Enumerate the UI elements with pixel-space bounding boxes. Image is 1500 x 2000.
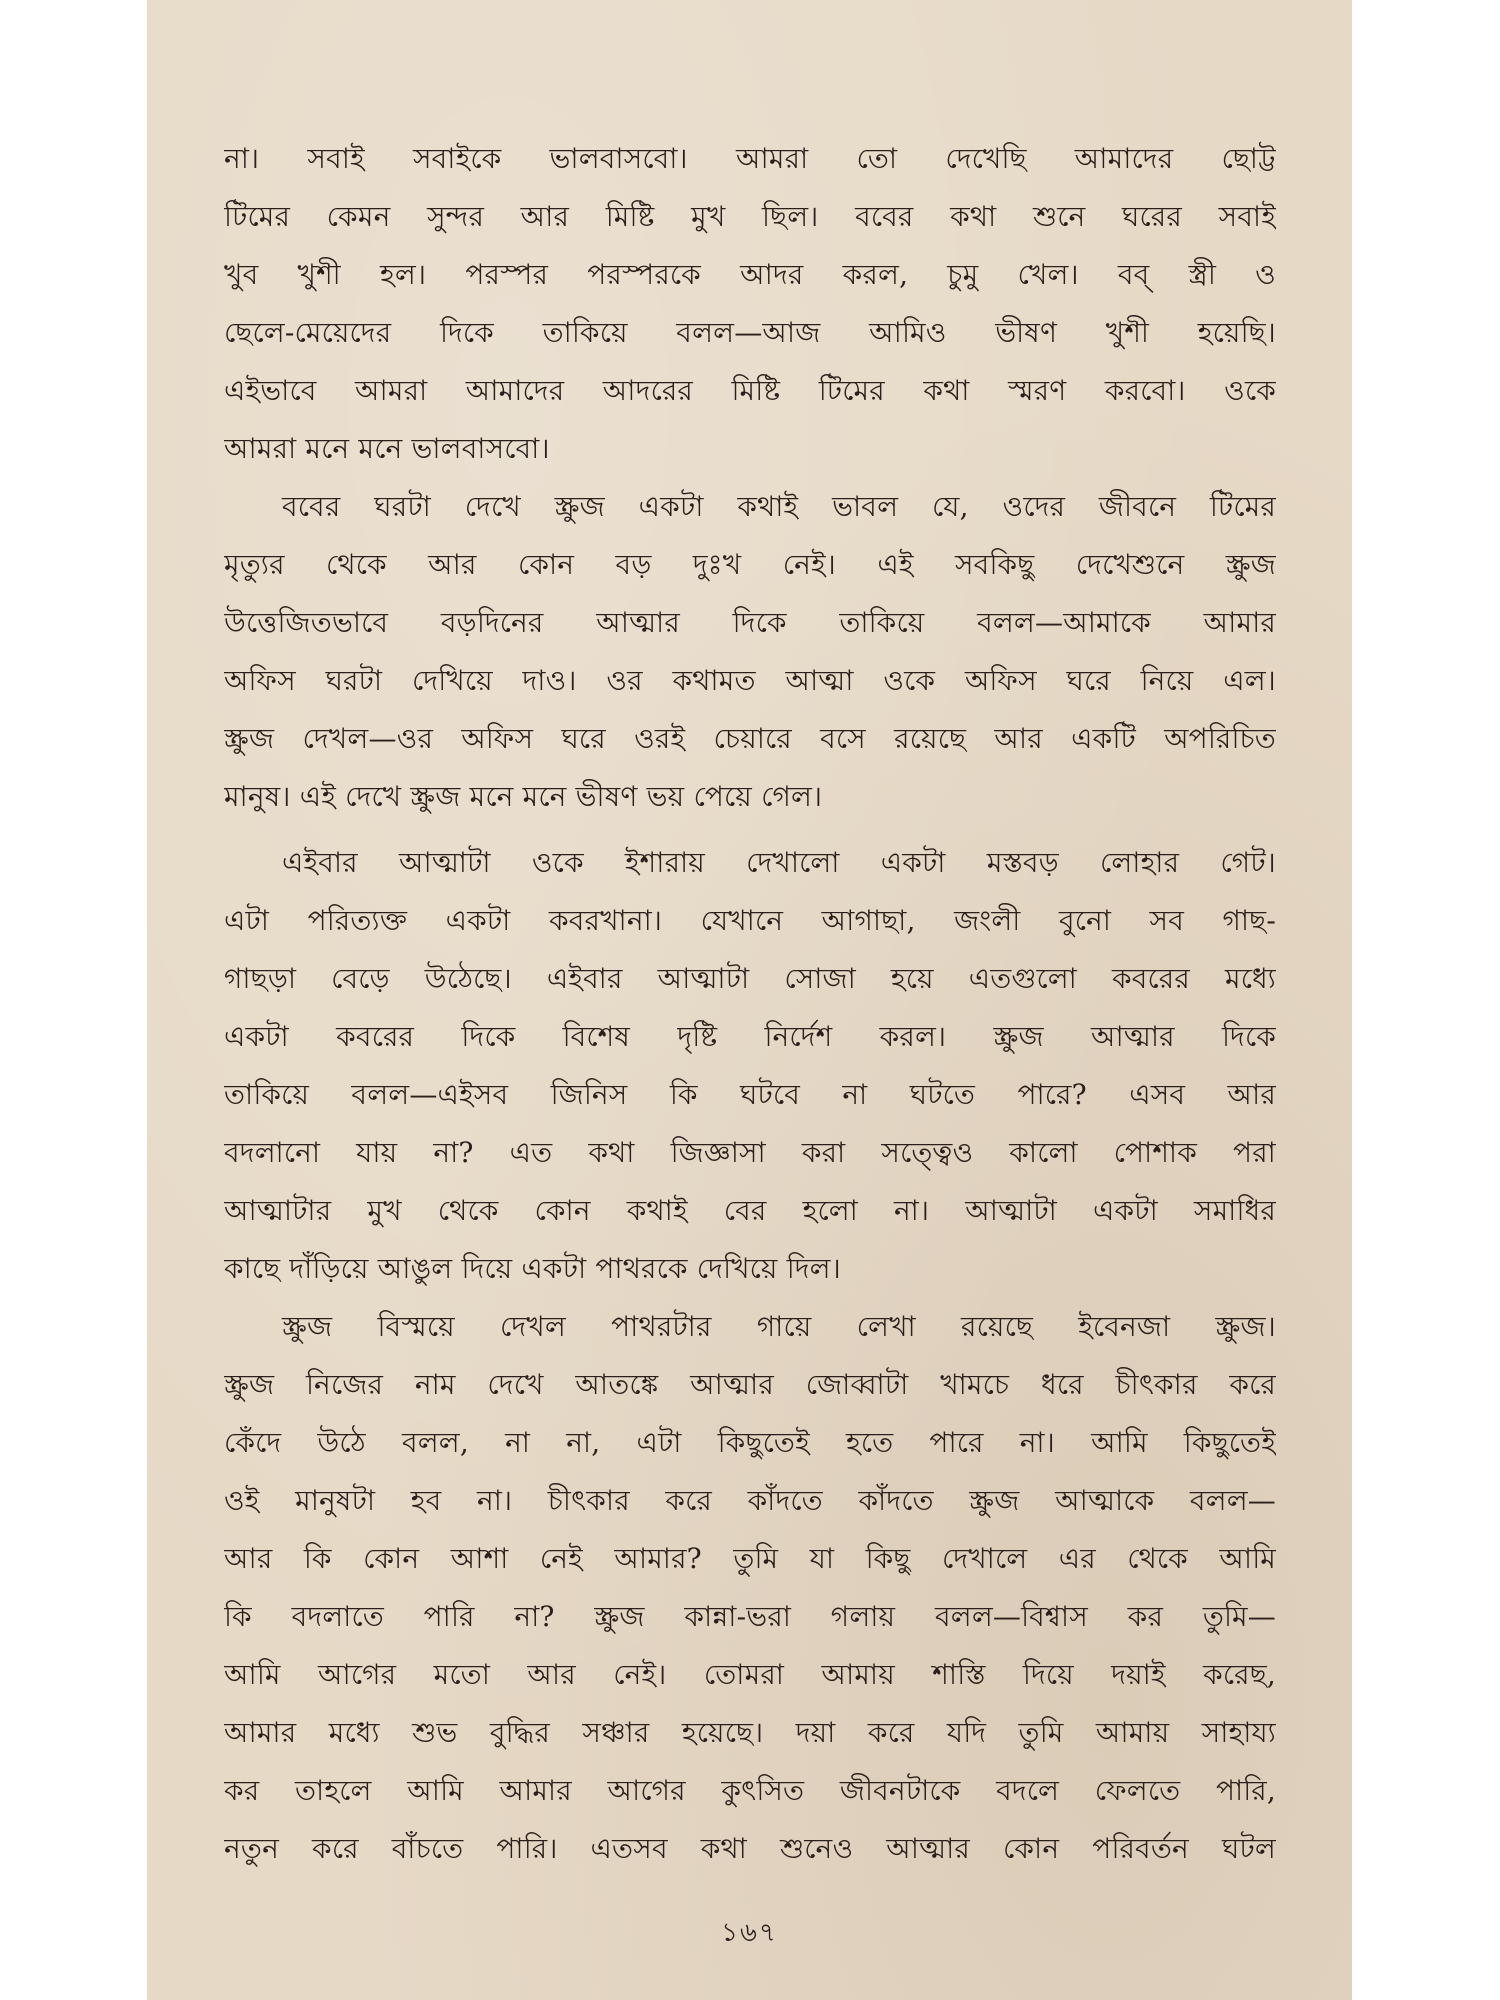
paragraph-gap <box>224 826 1276 834</box>
text-line: না। সবাই সবাইকে ভালবাসবো। আমরা তো দেখেছি আমাদের ছোট্ট <box>224 142 1276 175</box>
page-text <box>224 130 1276 1878</box>
text-line: বদলানো যায় না? এত কথা জিজ্ঞাসা করা সত্ত্বেও কালো পোশাক পরা <box>224 1136 1276 1169</box>
text-line: কেঁদে উঠে বলল, না না, এটা কিছুতেই হতে পারে না। আমি কিছুতেই <box>224 1426 1276 1459</box>
text-line: আর কি কোন আশা নেই আমার? তুমি যা কিছু দেখালে এর থেকে আমি <box>224 1542 1276 1575</box>
paragraph-start-line: ববের ঘরটা দেখে স্ক্রুজ একটা কথাই ভাবল যে, ওদের জীবনে টিমের <box>282 490 1276 523</box>
text-line: ছেলে-মেয়েদের দিকে তাকিয়ে বলল—আজ আমিও ভীষণ খুশী হয়েছি। <box>224 316 1276 349</box>
text-line: কাছে দাঁড়িয়ে আঙুল দিয়ে একটা পাথরকে দেখিয়ে দিল। <box>224 1252 841 1285</box>
text-line: নতুন করে বাঁচতে পারি। এতসব কথা শুনেও আত্মার কোন পরিবর্তন ঘটল <box>224 1832 1276 1865</box>
text-line: উত্তেজিতভাবে বড়দিনের আত্মার দিকে তাকিয়ে বলল—আমাকে আমার <box>224 606 1276 639</box>
text-line: টিমের কেমন সুন্দর আর মিষ্টি মুখ ছিল। ববের কথা শুনে ঘরের সবাই <box>224 200 1276 233</box>
text-line: এটা পরিত্যক্ত একটা কবরখানা। যেখানে আগাছা, জংলী বুনো সব গাছ- <box>224 904 1276 937</box>
text-line: ওই মানুষটা হব না। চীৎকার করে কাঁদতে কাঁদতে স্ক্রুজ আত্মাকে বলল— <box>224 1484 1276 1517</box>
text-line: অফিস ঘরটা দেখিয়ে দাও। ওর কথামত আত্মা ওকে অফিস ঘরে নিয়ে এল। <box>224 664 1276 697</box>
text-line: তাকিয়ে বলল—এইসব জিনিস কি ঘটবে না ঘটতে পারে? এসব আর <box>224 1078 1276 1111</box>
text-line: আমার মধ্যে শুভ বুদ্ধির সঞ্চার হয়েছে। দয়া করে যদি তুমি আমায় সাহায্য <box>224 1716 1276 1749</box>
text-line: আমরা মনে মনে ভালবাসবো। <box>224 432 550 465</box>
text-line: কি বদলাতে পারি না? স্ক্রুজ কান্না-ভরা গলায় বলল—বিশ্বাস কর তুমি— <box>224 1600 1276 1633</box>
paragraph-start-line: স্ক্রুজ বিস্ময়ে দেখল পাথরটার গায়ে লেখা রয়েছে ইবেনজা স্ক্রুজ। <box>282 1310 1276 1343</box>
text-line: কর তাহলে আমি আমার আগের কুৎসিত জীবনটাকে বদলে ফেলতে পারি, <box>224 1774 1276 1807</box>
book-page <box>147 0 1352 2000</box>
text-line: খুব খুশী হল। পরস্পর পরস্পরকে আদর করল, চুমু খেল। বব্ স্ত্রী ও <box>224 258 1276 291</box>
text-line: মৃত্যুর থেকে আর কোন বড় দুঃখ নেই। এই সবকিছু দেখেশুনে স্ক্রুজ <box>224 548 1276 581</box>
text-line: স্ক্রুজ দেখল—ওর অফিস ঘরে ওরই চেয়ারে বসে রয়েছে আর একটি অপরিচিত <box>224 722 1276 755</box>
paragraph-start-line: এইবার আত্মাটা ওকে ইশারায় দেখালো একটা মস্তবড় লোহার গেট। <box>282 846 1276 879</box>
text-line: আত্মাটার মুখ থেকে কোন কথাই বের হলো না। আত্মাটা একটা সমাধির <box>224 1194 1276 1227</box>
text-line: আমি আগের মতো আর নেই। তোমরা আমায় শাস্তি দিয়ে দয়াই করেছ, <box>224 1658 1276 1691</box>
text-line: এইভাবে আমরা আমাদের আদরের মিষ্টি টিমের কথা স্মরণ করবো। ওকে <box>224 374 1276 407</box>
text-line: একটা কবরের দিকে বিশেষ দৃষ্টি নির্দেশ করল। স্ক্রুজ আত্মার দিকে <box>224 1020 1276 1053</box>
text-line: মানুষ। এই দেখে স্ক্রুজ মনে মনে ভীষণ ভয় পেয়ে গেল। <box>224 780 823 813</box>
page-number: ১৬৭ <box>721 1918 778 1948</box>
text-line: গাছড়া বেড়ে উঠেছে। এইবার আত্মাটা সোজা হয়ে এতগুলো কবরের মধ্যে <box>224 962 1276 995</box>
text-line: স্ক্রুজ নিজের নাম দেখে আতঙ্কে আত্মার জোব্বাটা খামচে ধরে চীৎকার করে <box>224 1368 1276 1401</box>
